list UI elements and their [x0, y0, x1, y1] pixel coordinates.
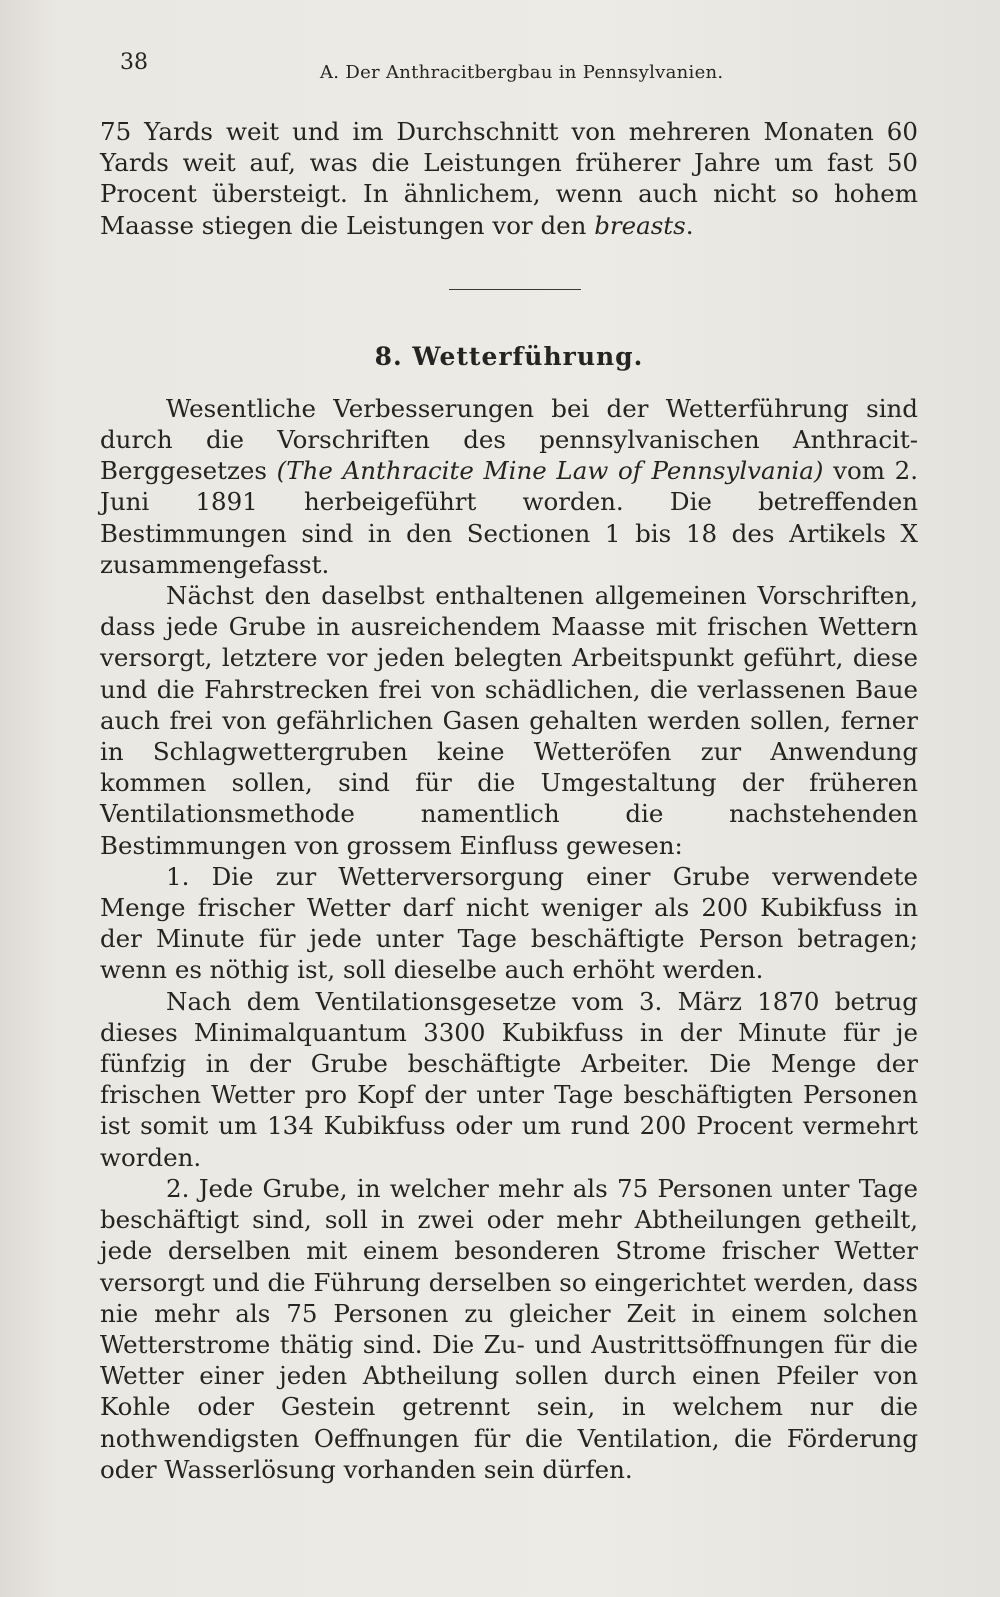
emphasis-breasts: breasts — [594, 210, 686, 240]
page-header — [120, 48, 920, 88]
section-divider — [449, 289, 581, 290]
paragraph-rule-2: 2. Jede Grube, in welcher mehr als 75 Personen unter Tage beschäftigt sind, soll in zwei oder mehr Abtheilungen getheilt, jede derselben mit einem besonderen Strome frischer Wetter versorgt und die Führung derselben so eingerichtet werden, dass nie mehr als 75 Personen zu gleicher Zeit in einem solchen Wetterstrome thätig sind. Die Zu- und Austrittsöffnungen für die Wetter einer jeden Abtheilung sollen durch einen Pfeiler von Kohle oder Gestein getrennt sein, in welchem nur die nothwendigsten Oeffnungen für die Ventilation, die Förderung oder Wasserlösung vorhanden sein dürfen. — [100, 1173, 918, 1484]
paragraph-intro: Wesentliche Verbesserungen bei der Wetterführung sind durch die Vorschriften des pennsylvanischen Anthracit-Berggesetzes (The Anthracite Mine Law of Pennsylvania) vom 2. Juni 1891 herbeigeführt worden. Die betreffenden Bestimmungen sind in den Sectionen 1 bis 18 des Artikels X zusammengefasst. — [100, 393, 918, 579]
paragraph-general-rules: Nächst den daselbst enthaltenen allgemeinen Vorschriften, dass jede Grube in ausreichendem Maasse mit frischen Wettern versorgt, letztere vor jeden belegten Arbeitspunkt geführt, diese und die Fahrstrecken frei von schädlichen, die verlassenen Baue auch frei von gefährlichen Gasen gehalten werden sollen, ferner in Schlagwettergruben keine Wetteröfen zur Anwendung kommen sollen, sind für die Umgestaltung der früheren Ventilationsmethode namentlich die nachstehenden Bestimmungen von grossem Einfluss gewesen: — [100, 581, 918, 860]
paragraph-ventilation-law-1870: Nach dem Ventilationsgesetze vom 3. März 1870 betrug dieses Minimalquantum 3300 Kubikfuss in der Minute für je fünfzig in der Grube beschäftigte Arbeiter. Die Menge der frischen Wetter pro Kopf der unter Tage beschäftigten Personen ist somit um 134 Kubikfuss oder um rund 200 Procent vermehrt worden. — [100, 986, 918, 1172]
paragraph-continuation: 75 Yards weit und im Durchschnitt von mehreren Monaten 60 Yards weit auf, was die Leistungen früherer Jahre um fast 50 Procent übersteigt. In ähnlichem, wenn auch nicht so hohem Maasse stiegen die Leistungen vor den breasts. — [100, 117, 918, 240]
page-body — [100, 116, 918, 1485]
paragraph-rule-1: 1. Die zur Wetterversorgung einer Grube verwendete Menge frischer Wetter darf nicht weniger als 200 Kubikfuss in der Minute für jede unter Tage beschäftigte Person betragen; wenn es nöthig ist, soll dieselbe auch erhöht werden. — [100, 861, 918, 985]
running-head: A. Der Anthracitbergbau in Pennsylvanien. — [320, 62, 724, 83]
page-number: 38 — [120, 50, 148, 75]
section-title: 8. Wetterführung. — [374, 341, 644, 371]
emphasis-law-title: (The Anthracite Mine Law of Pennsylvania) — [276, 456, 824, 486]
